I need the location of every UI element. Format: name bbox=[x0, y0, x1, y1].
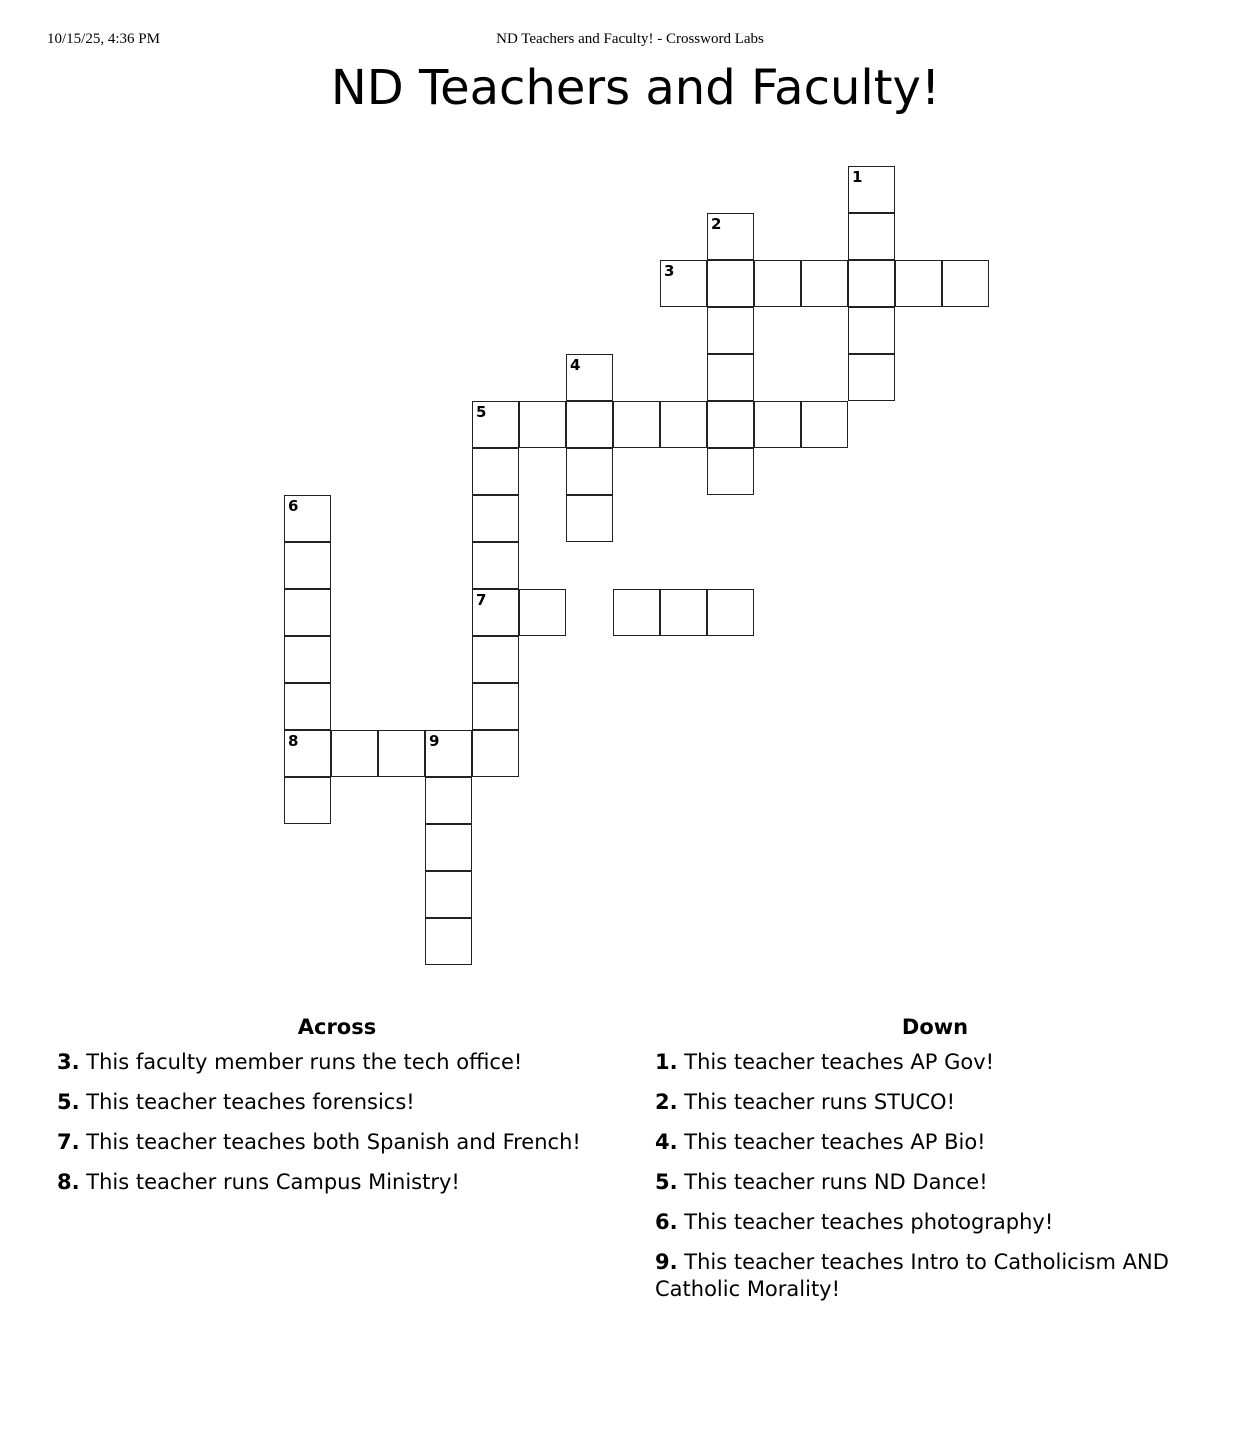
grid-cell[interactable] bbox=[707, 307, 754, 354]
clue-number: 6. bbox=[655, 1210, 678, 1234]
cell-number: 8 bbox=[288, 732, 299, 750]
grid-cell[interactable] bbox=[472, 589, 519, 636]
grid-cell[interactable] bbox=[754, 401, 801, 448]
clue-text: This teacher teaches both Spanish and French! bbox=[86, 1130, 581, 1154]
cell-number: 1 bbox=[852, 168, 863, 186]
cell-number: 6 bbox=[288, 497, 299, 515]
grid-cell[interactable] bbox=[895, 260, 942, 307]
grid-cell[interactable] bbox=[425, 824, 472, 871]
grid-cell[interactable] bbox=[284, 683, 331, 730]
clue-number: 8. bbox=[57, 1170, 80, 1194]
clue-text: This teacher teaches AP Gov! bbox=[684, 1050, 995, 1074]
grid-cell[interactable] bbox=[519, 589, 566, 636]
clue-text: This teacher runs Campus Ministry! bbox=[86, 1170, 460, 1194]
grid-cell[interactable] bbox=[472, 636, 519, 683]
puzzle-title: ND Teachers and Faculty! bbox=[330, 60, 941, 116]
clue-number: 3. bbox=[57, 1050, 80, 1074]
down-clue bbox=[655, 1129, 1215, 1156]
grid-cell[interactable] bbox=[942, 260, 989, 307]
grid-cell[interactable] bbox=[566, 448, 613, 495]
grid-cell[interactable] bbox=[284, 495, 331, 542]
grid-cell[interactable] bbox=[284, 636, 331, 683]
across-heading: Across bbox=[297, 1015, 377, 1039]
down-clue bbox=[655, 1049, 1215, 1076]
grid-cell[interactable] bbox=[472, 448, 519, 495]
down-clues bbox=[655, 1013, 1215, 1316]
down-clue bbox=[655, 1249, 1215, 1303]
across-clue bbox=[57, 1169, 617, 1196]
grid-cell[interactable] bbox=[707, 401, 754, 448]
clue-number: 9. bbox=[655, 1250, 678, 1274]
grid-cell[interactable] bbox=[848, 166, 895, 213]
grid-cell[interactable] bbox=[378, 730, 425, 777]
clue-number: 4. bbox=[655, 1130, 678, 1154]
clue-number: 1. bbox=[655, 1050, 678, 1074]
clue-number: 5. bbox=[655, 1170, 678, 1194]
print-date: 10/15/25, 4:36 PM bbox=[47, 31, 160, 47]
grid-cell[interactable] bbox=[707, 260, 754, 307]
print-page-title: ND Teachers and Faculty! - Crossword Labs bbox=[496, 31, 764, 47]
cell-number: 7 bbox=[476, 591, 487, 609]
clue-text: This teacher runs ND Dance! bbox=[684, 1170, 988, 1194]
grid-cell[interactable] bbox=[707, 213, 754, 260]
down-clue-list bbox=[655, 1049, 1215, 1303]
grid-cell[interactable] bbox=[754, 260, 801, 307]
grid-cell[interactable] bbox=[472, 542, 519, 589]
clue-text: This teacher teaches AP Bio! bbox=[684, 1130, 986, 1154]
grid-cell[interactable] bbox=[848, 354, 895, 401]
grid-cell[interactable] bbox=[707, 448, 754, 495]
across-clue bbox=[57, 1049, 617, 1076]
grid-cell[interactable] bbox=[660, 401, 707, 448]
grid-cell[interactable] bbox=[707, 354, 754, 401]
clue-text: This faculty member runs the tech office! bbox=[86, 1050, 523, 1074]
grid-cell[interactable] bbox=[284, 777, 331, 824]
grid-cell[interactable] bbox=[284, 542, 331, 589]
grid-cell[interactable] bbox=[425, 730, 472, 777]
grid-cell[interactable] bbox=[566, 401, 613, 448]
clue-number: 5. bbox=[57, 1090, 80, 1114]
clue-text: This teacher teaches forensics! bbox=[86, 1090, 415, 1114]
down-heading: Down bbox=[901, 1015, 969, 1039]
clue-text: This teacher runs STUCO! bbox=[684, 1090, 955, 1114]
grid-cell[interactable] bbox=[284, 730, 331, 777]
grid-cell[interactable] bbox=[472, 683, 519, 730]
grid-cell[interactable] bbox=[566, 495, 613, 542]
down-clue bbox=[655, 1089, 1215, 1116]
across-clue-list bbox=[57, 1049, 617, 1196]
across-clue bbox=[57, 1129, 617, 1156]
clue-number: 7. bbox=[57, 1130, 80, 1154]
clue-text: This teacher teaches Intro to Catholicism AND Catholic Morality! bbox=[655, 1250, 1169, 1301]
cell-number: 9 bbox=[429, 732, 440, 750]
grid-cell[interactable] bbox=[566, 354, 613, 401]
grid-cell[interactable] bbox=[613, 589, 660, 636]
across-clue bbox=[57, 1089, 617, 1116]
grid-cell[interactable] bbox=[801, 401, 848, 448]
grid-cell[interactable] bbox=[613, 401, 660, 448]
cell-number: 5 bbox=[476, 403, 487, 421]
cell-number: 2 bbox=[711, 215, 722, 233]
clue-number: 2. bbox=[655, 1090, 678, 1114]
grid-cell[interactable] bbox=[660, 260, 707, 307]
clue-text: This teacher teaches photography! bbox=[684, 1210, 1054, 1234]
grid-cell[interactable] bbox=[284, 589, 331, 636]
grid-cell[interactable] bbox=[848, 260, 895, 307]
grid-cell[interactable] bbox=[848, 213, 895, 260]
grid-cell[interactable] bbox=[472, 401, 519, 448]
grid-cell[interactable] bbox=[472, 495, 519, 542]
down-clue bbox=[655, 1169, 1215, 1196]
grid-cell[interactable] bbox=[707, 589, 754, 636]
down-clue bbox=[655, 1209, 1215, 1236]
grid-cell[interactable] bbox=[425, 777, 472, 824]
cell-number: 3 bbox=[664, 262, 675, 280]
grid-cell[interactable] bbox=[660, 589, 707, 636]
grid-cell[interactable] bbox=[801, 260, 848, 307]
grid-cell[interactable] bbox=[848, 307, 895, 354]
grid-cell[interactable] bbox=[331, 730, 378, 777]
grid-cell[interactable] bbox=[425, 871, 472, 918]
cell-number: 4 bbox=[570, 356, 581, 374]
across-clues bbox=[57, 1013, 617, 1209]
grid-cell[interactable] bbox=[472, 730, 519, 777]
grid-cell[interactable] bbox=[425, 918, 472, 965]
grid-cell[interactable] bbox=[519, 401, 566, 448]
